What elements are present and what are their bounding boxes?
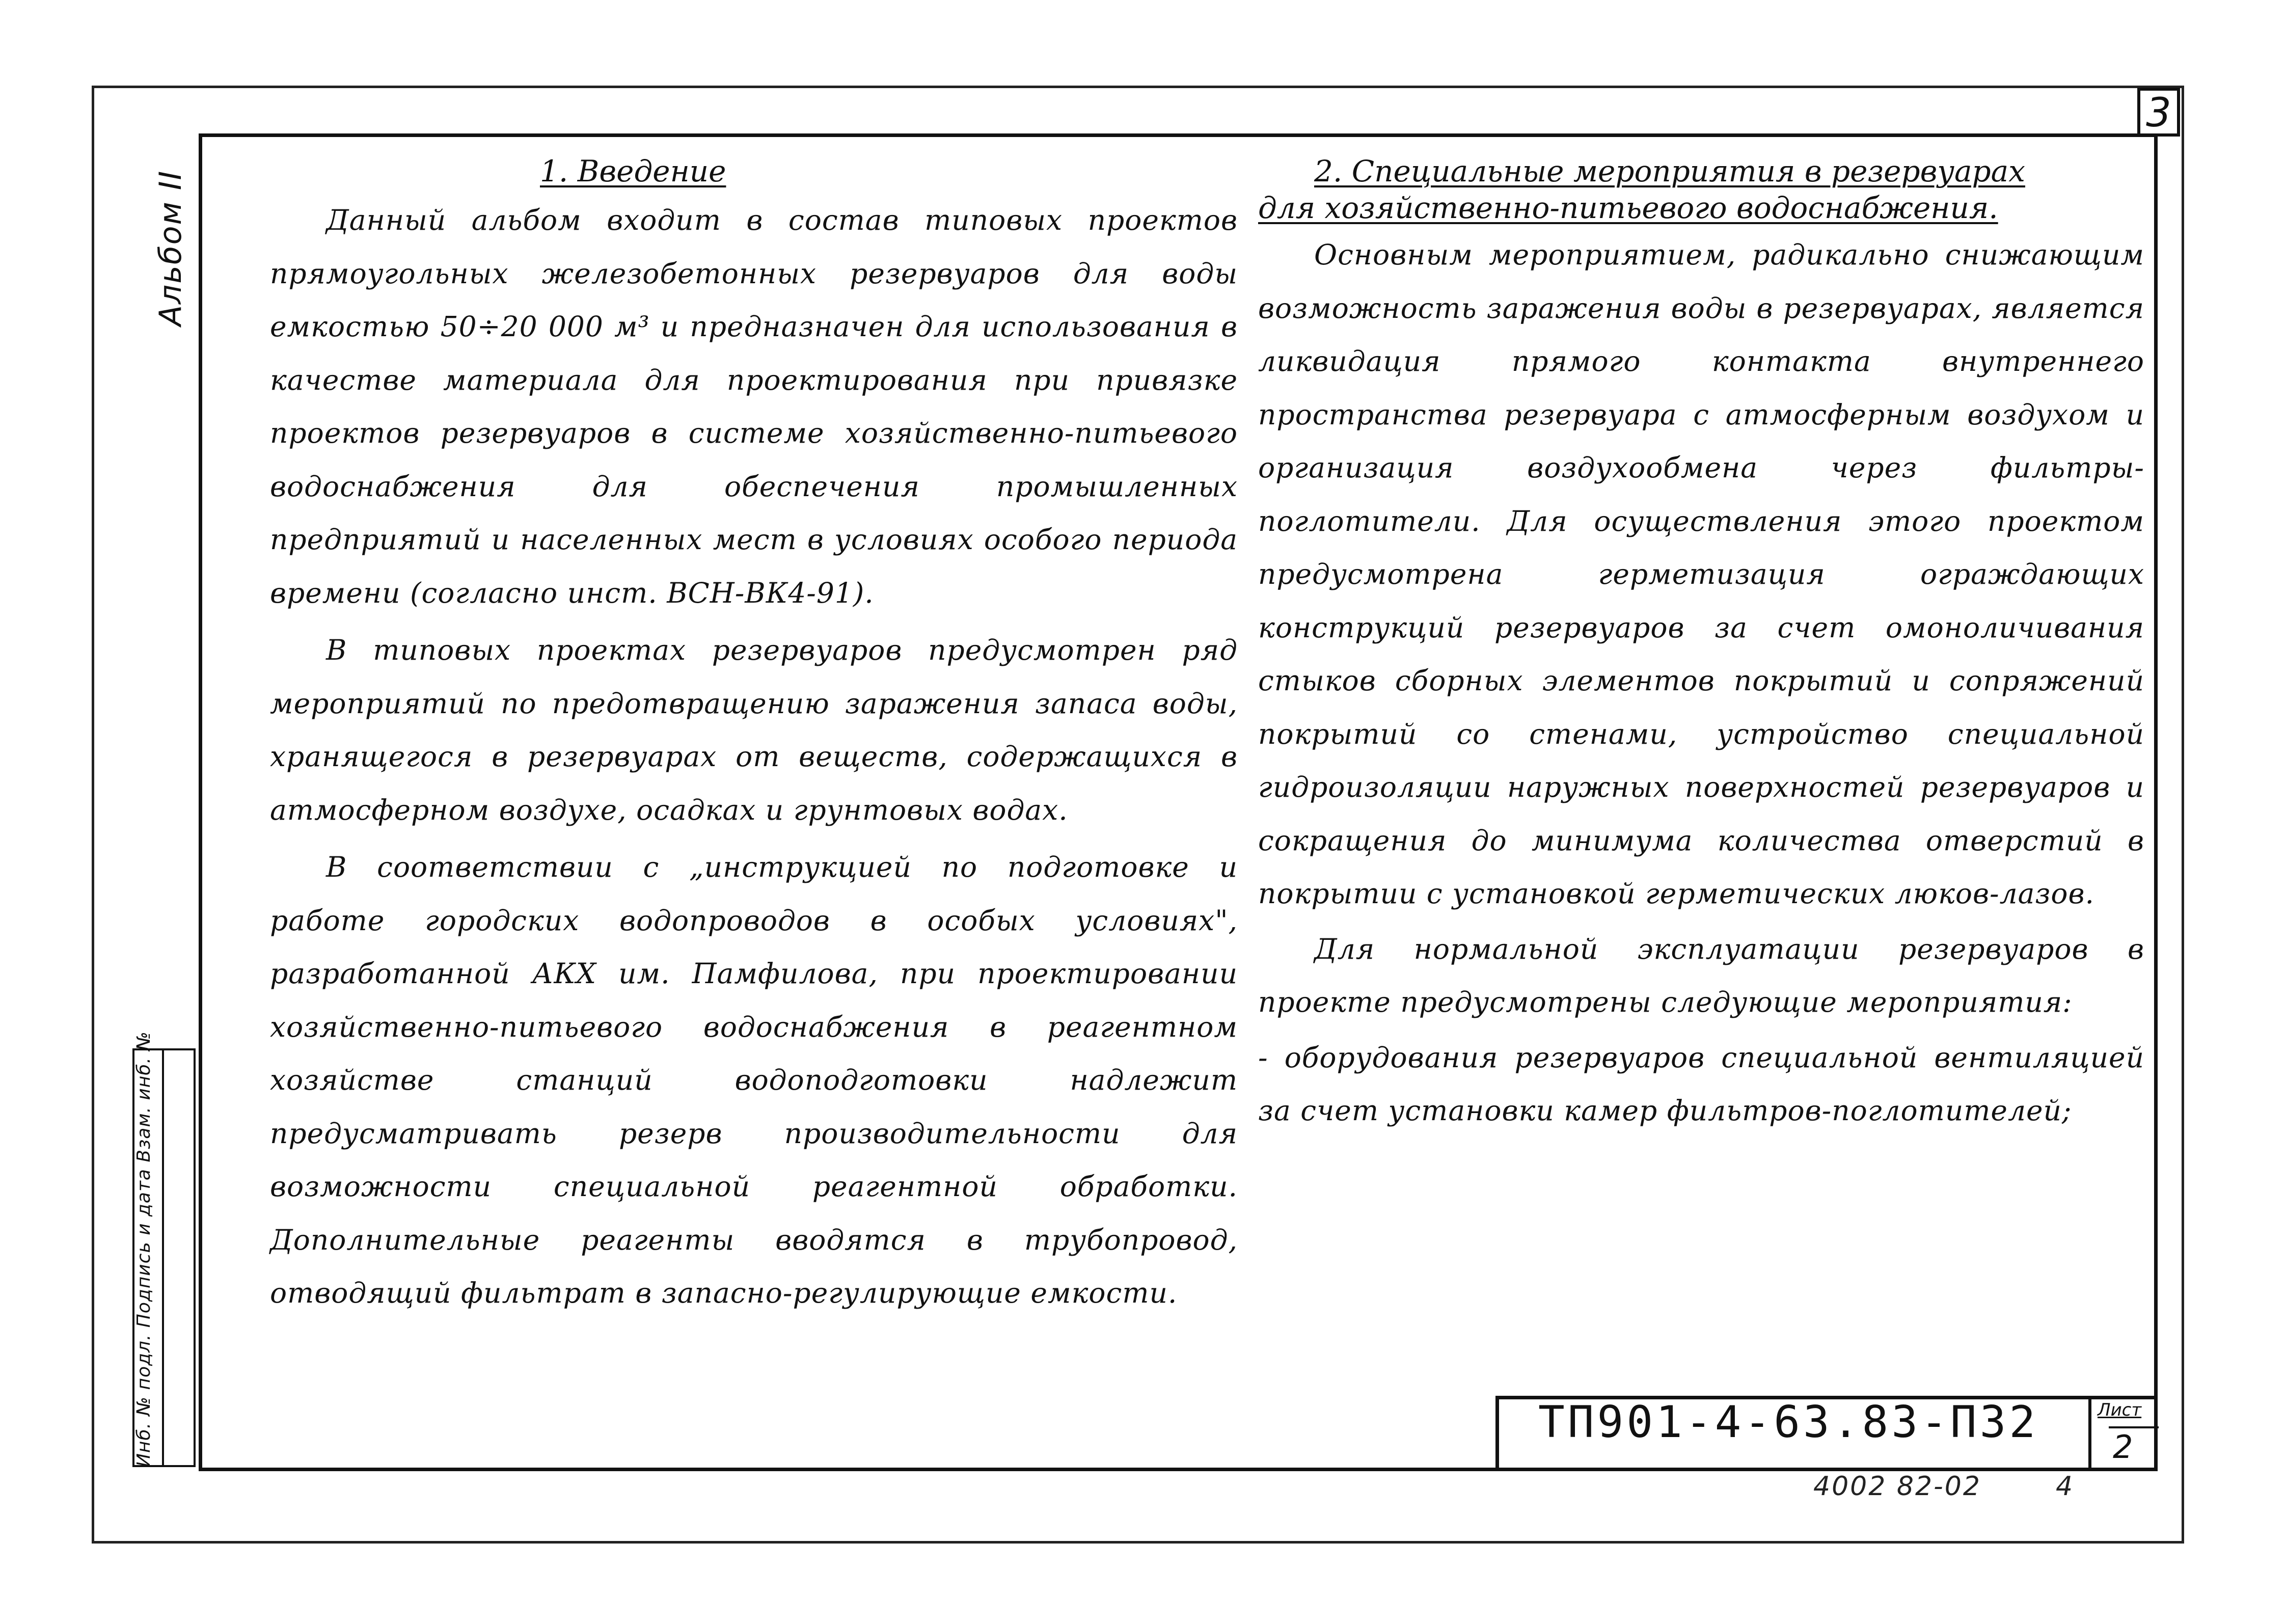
document-code: ТП901-4-63.83-П32 (1538, 1397, 2039, 1448)
section-special-measures (1258, 153, 2144, 1138)
sheet-number: 2 (2109, 1426, 2159, 1466)
order-number: 4 (2056, 1471, 2073, 1502)
section1-paragraph-3: В соответствии с „инструкцией по подготовке и работе городских водопроводов в особых условиях", разработанной АКХ им. Памфилова, при проектировании хозяйственно-питьевого водоснабжения в реагентном хозяйстве станций водоподготовки надлежит предусматривать резерв производительности для возможности специальной реагентной обработки. Дополнительные реагенты вводятся в трубопровод, отводящий фильтрат в запасно-регулирующие емкости. (270, 851, 1238, 1309)
album-label: Альбом II (153, 170, 188, 326)
page-number: 3 (2137, 88, 2180, 137)
order-code: 4002 82-02 (1813, 1471, 1981, 1502)
section1-heading: 1. Введение (540, 154, 726, 188)
section2-heading-line2: для хозяйственно-питьевого водоснабжения. (1258, 191, 1998, 225)
section2-paragraph-2: Для нормальной эксплуатации резервуаров в проекте предусмотрены следующие мероприятия: (1258, 932, 2144, 1018)
section2-paragraph-3: - оборудования резервуаров специальной вентиляцией за счет установки камер фильтров-поглотителей; (1258, 1041, 2144, 1127)
section1-paragraph-2: В типовых проектах резервуаров предусмотрен ряд мероприятий по предотвращению заражения запаса воды, хранящегося в резервуарах от веществ, содержащихся в атмосферном воздухе, осадках и грунтовых водах. (270, 634, 1238, 826)
stamp-text: Инб. № подл. Подпись и дата Взам. инб. № (133, 1031, 154, 1467)
section1-paragraph-1: Данный альбом входит в состав типовых проектов прямоугольных железобетонных резервуаров для воды емкостью 50÷20 000 м³ и предназначен для использования в качестве материала для проектирования при привязке проектов резервуаров в системе хозяйственно-питьевого водоснабжения для обеспечения промышленных предприятий и населенных мест в условиях особого периода времени (согласно инст. ВСН-ВК4-91). (270, 204, 1238, 609)
section-introduction (270, 153, 1238, 1320)
sheet-label: Лист (2098, 1400, 2142, 1420)
section2-heading-line1: 2. Специальные мероприятия в резервуарах (1314, 154, 2025, 188)
stamp-strip-inner (164, 1048, 196, 1467)
section2-paragraph-1: Основным мероприятием, радикально снижающим возможность заражения воды в резервуарах, является ликвидация прямого контакта внутреннего пространства резервуара с атмосферным воздухом и организация воздухообмена через фильтры-поглотители. Для осуществления этого проектом предусмотрена герметизация ограждающих конструкций резервуаров за счет омоноличивания стыков сборных элементов покрытий и сопряжений покрытий со стенами, устройство специальной гидроизоляции наружных поверхностей резервуаров и сокращения до минимума количества отверстий в покрытии с установкой герметических люков-лазов. (1258, 238, 2144, 910)
